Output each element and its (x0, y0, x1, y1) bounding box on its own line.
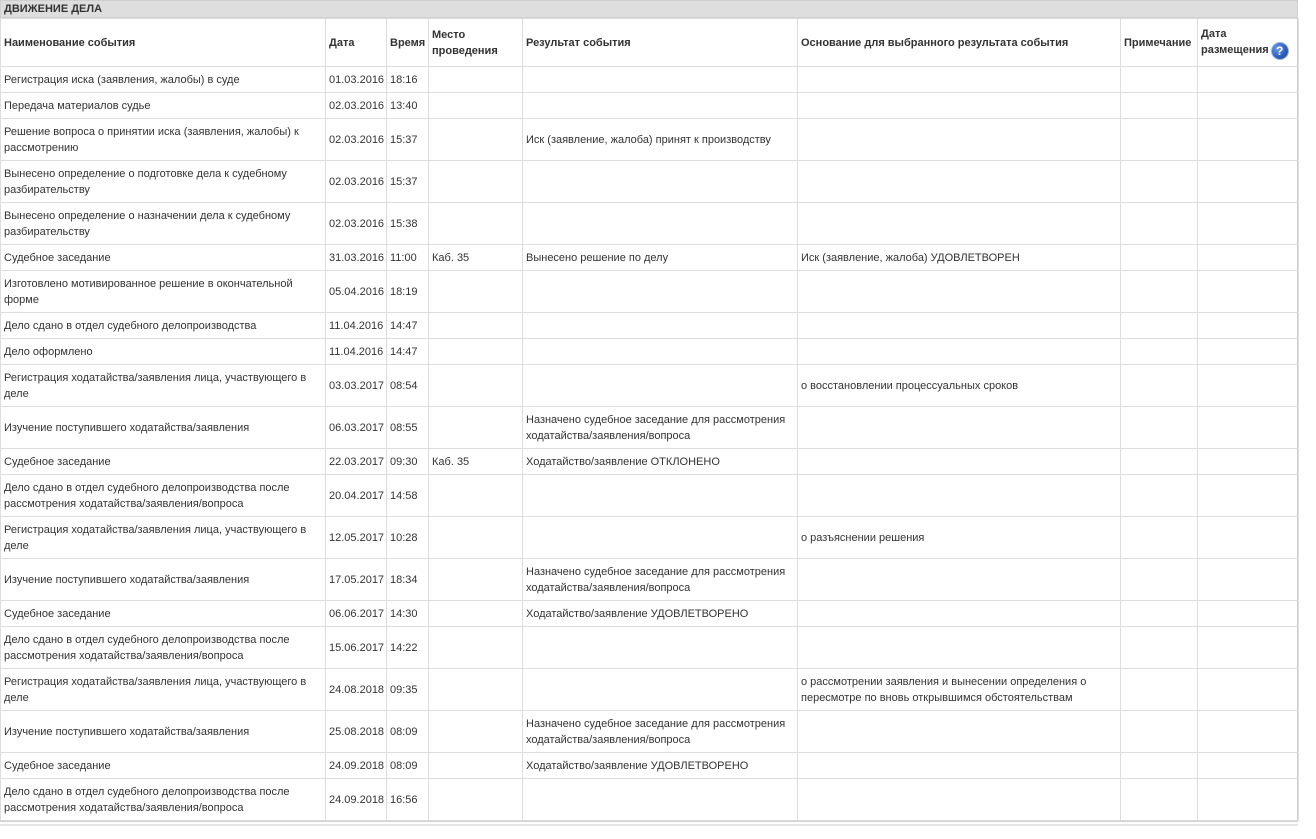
cell-place (429, 711, 523, 753)
cell-posted (1198, 753, 1299, 779)
cell-basis (798, 313, 1121, 339)
table-row (1, 271, 1299, 313)
cell-result: Ходатайство/заявление ОТКЛОНЕНО (523, 449, 798, 475)
cell-place: Каб. 35 (429, 245, 523, 271)
col-header-time: Время (387, 19, 429, 67)
cell-note (1121, 517, 1198, 559)
cell-time: 09:30 (387, 449, 429, 475)
cell-note (1121, 475, 1198, 517)
cell-result (523, 365, 798, 407)
cell-time: 14:47 (387, 339, 429, 365)
cell-note (1121, 711, 1198, 753)
table-row (1, 517, 1299, 559)
cell-date: 25.08.2018 (326, 711, 387, 753)
cell-basis (798, 271, 1121, 313)
cell-place (429, 93, 523, 119)
cell-note (1121, 93, 1198, 119)
table-row (1, 339, 1299, 365)
cell-date: 20.04.2017 (326, 475, 387, 517)
cell-basis: о разъяснении решения (798, 517, 1121, 559)
cell-basis (798, 711, 1121, 753)
cell-posted (1198, 245, 1299, 271)
cell-place (429, 161, 523, 203)
cell-result (523, 313, 798, 339)
cell-note (1121, 203, 1198, 245)
cell-result (523, 161, 798, 203)
cell-result: Назначено судебное заседание для рассмотрения ходатайства/заявления/вопроса (523, 711, 798, 753)
cell-posted (1198, 407, 1299, 449)
cell-posted (1198, 365, 1299, 407)
col-header-basis: Основание для выбранного результата события (798, 19, 1121, 67)
cell-time: 15:37 (387, 119, 429, 161)
panel-title: ДВИЖЕНИЕ ДЕЛА (1, 1, 1297, 18)
cell-note (1121, 119, 1198, 161)
cell-place (429, 475, 523, 517)
cell-date: 02.03.2016 (326, 203, 387, 245)
cell-note (1121, 753, 1198, 779)
cell-note (1121, 601, 1198, 627)
cell-result: Иск (заявление, жалоба) принят к производству (523, 119, 798, 161)
bottom-divider (0, 824, 1298, 826)
cell-posted (1198, 669, 1299, 711)
col-header-result: Результат события (523, 19, 798, 67)
cell-event: Дело сдано в отдел судебного делопроизводства после рассмотрения ходатайства/заявления/вопроса (1, 475, 326, 517)
table-header-row (1, 19, 1299, 67)
cell-time: 18:34 (387, 559, 429, 601)
cell-event: Изготовлено мотивированное решение в окончательной форме (1, 271, 326, 313)
table-row (1, 559, 1299, 601)
cell-date: 11.04.2016 (326, 313, 387, 339)
cell-place: Каб. 35 (429, 449, 523, 475)
cell-event: Судебное заседание (1, 601, 326, 627)
cell-posted (1198, 517, 1299, 559)
cell-posted (1198, 67, 1299, 93)
cell-date: 24.08.2018 (326, 669, 387, 711)
cell-date: 24.09.2018 (326, 779, 387, 821)
cell-posted (1198, 119, 1299, 161)
cell-date: 12.05.2017 (326, 517, 387, 559)
cell-place (429, 365, 523, 407)
cell-result (523, 67, 798, 93)
cell-posted (1198, 627, 1299, 669)
cell-place (429, 517, 523, 559)
table-row (1, 119, 1299, 161)
cell-posted (1198, 313, 1299, 339)
cell-basis (798, 119, 1121, 161)
cell-event: Дело сдано в отдел судебного делопроизводства после рассмотрения ходатайства/заявления/вопроса (1, 627, 326, 669)
cell-event: Регистрация ходатайства/заявления лица, участвующего в деле (1, 365, 326, 407)
cell-result: Ходатайство/заявление УДОВЛЕТВОРЕНО (523, 601, 798, 627)
cell-date: 05.04.2016 (326, 271, 387, 313)
cell-posted (1198, 449, 1299, 475)
cell-result (523, 779, 798, 821)
cell-posted (1198, 711, 1299, 753)
cell-time: 13:40 (387, 93, 429, 119)
cell-place (429, 203, 523, 245)
cell-basis (798, 407, 1121, 449)
cell-posted (1198, 339, 1299, 365)
cell-result: Назначено судебное заседание для рассмотрения ходатайства/заявления/вопроса (523, 407, 798, 449)
cell-place (429, 779, 523, 821)
cell-basis (798, 339, 1121, 365)
cell-note (1121, 779, 1198, 821)
table-row (1, 93, 1299, 119)
cell-event: Передача материалов судье (1, 93, 326, 119)
cell-date: 31.03.2016 (326, 245, 387, 271)
cell-result: Вынесено решение по делу (523, 245, 798, 271)
cell-result (523, 517, 798, 559)
cell-event: Изучение поступившего ходатайства/заявления (1, 407, 326, 449)
cell-result (523, 203, 798, 245)
cell-basis (798, 203, 1121, 245)
cell-event: Судебное заседание (1, 245, 326, 271)
cell-posted (1198, 271, 1299, 313)
table-row (1, 313, 1299, 339)
col-header-posted (1198, 19, 1299, 67)
cell-place (429, 339, 523, 365)
table-row (1, 669, 1299, 711)
cell-basis: Иск (заявление, жалоба) УДОВЛЕТВОРЕН (798, 245, 1121, 271)
cell-date: 06.06.2017 (326, 601, 387, 627)
cell-time: 16:56 (387, 779, 429, 821)
cell-basis (798, 779, 1121, 821)
cell-date: 11.04.2016 (326, 339, 387, 365)
cell-place (429, 627, 523, 669)
cell-event: Регистрация ходатайства/заявления лица, участвующего в деле (1, 669, 326, 711)
cell-time: 15:38 (387, 203, 429, 245)
table-body (1, 67, 1299, 821)
cell-posted (1198, 475, 1299, 517)
cell-place (429, 407, 523, 449)
cell-time: 10:28 (387, 517, 429, 559)
col-header-note: Примечание (1121, 19, 1198, 67)
table-row (1, 203, 1299, 245)
table-row (1, 779, 1299, 821)
cell-place (429, 559, 523, 601)
cell-note (1121, 407, 1198, 449)
cell-basis (798, 161, 1121, 203)
cell-note (1121, 365, 1198, 407)
cell-place (429, 601, 523, 627)
cell-time: 14:47 (387, 313, 429, 339)
cell-event: Дело сдано в отдел судебного делопроизводства после рассмотрения ходатайства/заявления/вопроса (1, 779, 326, 821)
table-row (1, 753, 1299, 779)
cell-time: 08:54 (387, 365, 429, 407)
cell-event: Изучение поступившего ходатайства/заявления (1, 559, 326, 601)
cell-time: 18:19 (387, 271, 429, 313)
table-row (1, 245, 1299, 271)
cell-date: 02.03.2016 (326, 93, 387, 119)
cell-date: 06.03.2017 (326, 407, 387, 449)
col-header-date: Дата (326, 19, 387, 67)
cell-place (429, 271, 523, 313)
cell-event: Вынесено определение о назначении дела к судебному разбирательству (1, 203, 326, 245)
table-row (1, 475, 1299, 517)
cell-basis: о рассмотрении заявления и вынесении определения о пересмотре по вновь открывшимся обстоятельствам (798, 669, 1121, 711)
cell-date: 03.03.2017 (326, 365, 387, 407)
table-row (1, 365, 1299, 407)
cell-place (429, 67, 523, 93)
cell-event: Регистрация иска (заявления, жалобы) в суде (1, 67, 326, 93)
cell-basis: о восстановлении процессуальных сроков (798, 365, 1121, 407)
cell-result (523, 93, 798, 119)
cell-time: 14:30 (387, 601, 429, 627)
cell-note (1121, 627, 1198, 669)
cell-note (1121, 313, 1198, 339)
cell-date: 01.03.2016 (326, 67, 387, 93)
cell-event: Судебное заседание (1, 753, 326, 779)
cell-event: Дело оформлено (1, 339, 326, 365)
cell-basis (798, 559, 1121, 601)
cell-place (429, 119, 523, 161)
cell-date: 17.05.2017 (326, 559, 387, 601)
cell-note (1121, 161, 1198, 203)
cell-note (1121, 669, 1198, 711)
cell-result (523, 669, 798, 711)
cell-time: 08:09 (387, 711, 429, 753)
col-header-event: Наименование события (1, 19, 326, 67)
cell-posted (1198, 601, 1299, 627)
table-row (1, 161, 1299, 203)
cell-date: 24.09.2018 (326, 753, 387, 779)
cell-note (1121, 339, 1198, 365)
cell-time: 08:55 (387, 407, 429, 449)
cell-event: Решение вопроса о принятии иска (заявления, жалобы) к рассмотрению (1, 119, 326, 161)
cell-posted (1198, 203, 1299, 245)
cell-place (429, 753, 523, 779)
cell-event: Изучение поступившего ходатайства/заявления (1, 711, 326, 753)
table-row (1, 449, 1299, 475)
cell-result: Назначено судебное заседание для рассмотрения ходатайства/заявления/вопроса (523, 559, 798, 601)
cell-basis (798, 753, 1121, 779)
cell-time: 08:09 (387, 753, 429, 779)
cell-note (1121, 245, 1198, 271)
cell-place (429, 313, 523, 339)
cell-date: 02.03.2016 (326, 161, 387, 203)
case-events-table (0, 18, 1299, 821)
cell-time: 15:37 (387, 161, 429, 203)
cell-basis (798, 93, 1121, 119)
cell-event: Судебное заседание (1, 449, 326, 475)
cell-result (523, 339, 798, 365)
cell-result (523, 271, 798, 313)
table-row (1, 67, 1299, 93)
cell-note (1121, 559, 1198, 601)
cell-event: Дело сдано в отдел судебного делопроизводства (1, 313, 326, 339)
table-row (1, 407, 1299, 449)
col-header-place: Место проведения (429, 19, 523, 67)
cell-posted (1198, 93, 1299, 119)
cell-basis (798, 601, 1121, 627)
cell-note (1121, 67, 1198, 93)
table-row (1, 627, 1299, 669)
cell-time: 14:22 (387, 627, 429, 669)
cell-note (1121, 449, 1198, 475)
cell-event: Вынесено определение о подготовке дела к судебному разбирательству (1, 161, 326, 203)
table-row (1, 711, 1299, 753)
cell-result (523, 475, 798, 517)
cell-note (1121, 271, 1198, 313)
cell-time: 14:58 (387, 475, 429, 517)
cell-basis (798, 67, 1121, 93)
table-row (1, 601, 1299, 627)
cell-basis (798, 449, 1121, 475)
cell-date: 22.03.2017 (326, 449, 387, 475)
cell-result (523, 627, 798, 669)
cell-date: 02.03.2016 (326, 119, 387, 161)
cell-time: 11:00 (387, 245, 429, 271)
cell-place (429, 669, 523, 711)
cell-basis (798, 475, 1121, 517)
help-icon[interactable]: ? (1272, 43, 1288, 59)
cell-time: 09:35 (387, 669, 429, 711)
cell-date: 15.06.2017 (326, 627, 387, 669)
cell-posted (1198, 559, 1299, 601)
cell-time: 18:16 (387, 67, 429, 93)
cell-result: Ходатайство/заявление УДОВЛЕТВОРЕНО (523, 753, 798, 779)
col-header-posted-label: Дата размещения (1201, 28, 1269, 57)
cell-basis (798, 627, 1121, 669)
cell-posted (1198, 161, 1299, 203)
cell-event: Регистрация ходатайства/заявления лица, участвующего в деле (1, 517, 326, 559)
cell-posted (1198, 779, 1299, 821)
